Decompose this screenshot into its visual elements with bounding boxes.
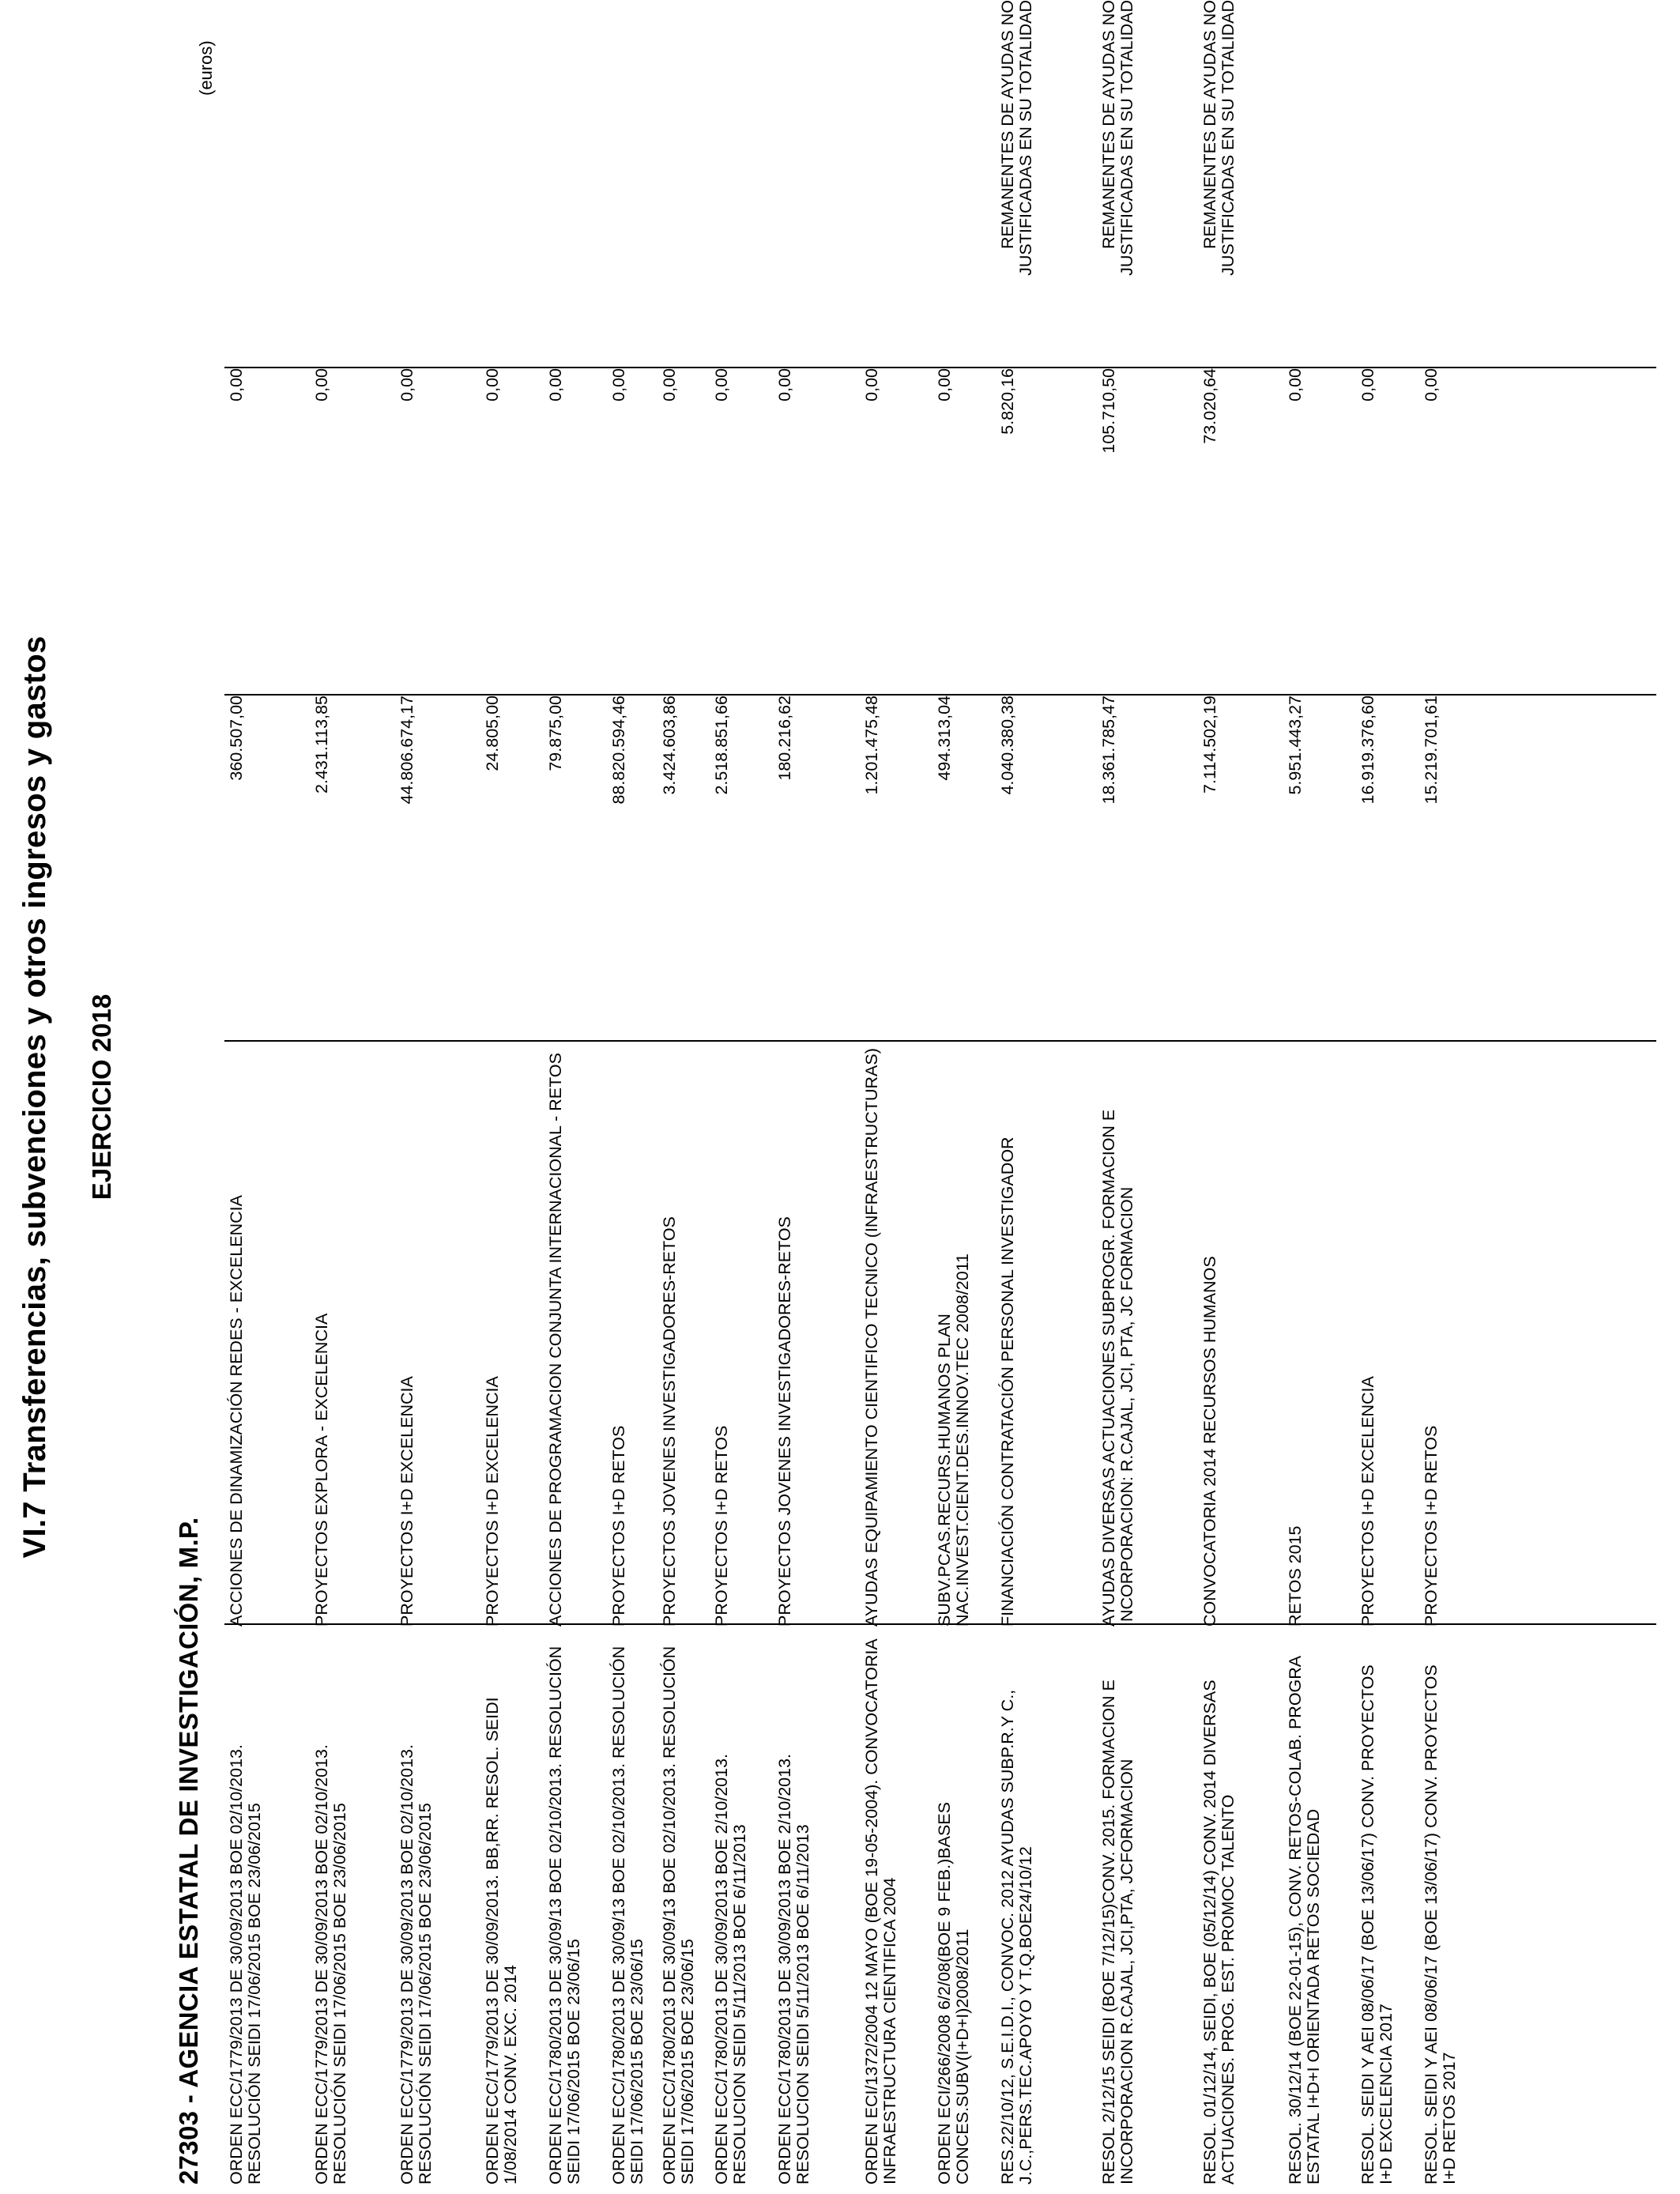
row-description: ACCIONES DE PROGRAMACION CONJUNTA INTERNACIONAL - RETOS <box>546 1053 565 1627</box>
row-amount-2: 0,00 <box>775 368 794 401</box>
row-norma: RESOL. 30/12/14 (BOE 22-01-15), CONV. RETOS-COLAB. PROGRA ESTATAL I+D+I ORIENTADA RETOS SOCIEDAD <box>1286 1657 1323 2185</box>
row-amount-2: 0,00 <box>1422 368 1441 401</box>
row-description: FINANCIACIÓN CONTRATACIÓN PERSONAL INVESTIGADOR <box>998 1137 1017 1627</box>
row-norma: ORDEN ECI/1372/2004 12 MAYO (BOE 19-05-2004). CONVOCATORIA INFRAESTRUCTURA CIENTIFICA 2004 <box>862 1639 899 2185</box>
row-amount-2: 73.020,64 <box>1200 368 1219 444</box>
row-amount-1: 15.219.701,61 <box>1422 696 1441 805</box>
column-divider <box>224 1040 1656 1042</box>
row-description: AYUDAS EQUIPAMIENTO CIENTIFICO TECNICO (INFRAESTRUCTURAS) <box>862 1048 881 1627</box>
row-norma: ORDEN ECC/1779/2013 DE 30/09/2013 BOE 02/10/2013. RESOLUCIÓN SEIDI 17/06/2015 BOE 23/06/2015 <box>227 1744 264 2185</box>
row-amount-1: 2.431.113,85 <box>312 696 331 794</box>
row-amount-2: 0,00 <box>397 368 416 401</box>
row-observations: REMANENTES DE AYUDAS NO JUSTIFICADAS EN SU TOTALIDAD <box>998 0 1035 276</box>
row-description: PROYECTOS I+D RETOS <box>1422 1425 1441 1627</box>
row-norma: ORDEN ECC/1779/2013 DE 30/09/2013 BOE 02/10/2013. RESOLUCIÓN SEIDI 17/06/2015 BOE 23/06/2015 <box>312 1744 349 2185</box>
row-description: CONVOCATORIA 2014 RECURSOS HUMANOS <box>1200 1256 1219 1627</box>
row-description: PROYECTOS I+D EXCELENCIA <box>1358 1376 1377 1627</box>
row-description: PROYECTOS JOVENES INVESTIGADORES-RETOS <box>660 1216 679 1627</box>
row-description: PROYECTOS EXPLORA - EXCELENCIA <box>312 1313 331 1627</box>
row-observations: REMANENTES DE AYUDAS NO JUSTIFICADAS EN SU TOTALIDAD <box>1099 0 1136 276</box>
row-amount-1: 4.040.380,38 <box>998 696 1017 795</box>
row-norma: ORDEN ECC/1780/2013 DE 30/09/2013 BOE 2/10/2013. RESOLUCION SEIDI 5/11/2013 BOE 6/11/2013 <box>712 1753 749 2185</box>
row-amount-2: 0,00 <box>712 368 731 401</box>
row-amount-1: 16.919.376,60 <box>1358 696 1377 805</box>
row-observations: REMANENTES DE AYUDAS NO JUSTIFICADAS EN SU TOTALIDAD <box>1200 0 1237 276</box>
row-norma: RES.22/10/12, S.E.I.D.I., CONVOC. 2012 AYUDAS SUBP.R.Y C., J.C.,PERS.TEC.APOYO Y T.Q.BOE24/10/12 <box>998 1689 1035 2185</box>
row-amount-1: 3.424.603,86 <box>660 696 679 795</box>
row-norma: RESOL. SEIDI Y AEI 08/06/17 (BOE 13/06/17) CONV. PROYECTOS I+D EXCELENCIA 2017 <box>1358 1664 1396 2185</box>
row-amount-1: 2.518.851,66 <box>712 696 731 795</box>
row-description: PROYECTOS JOVENES INVESTIGADORES-RETOS <box>775 1216 794 1627</box>
row-amount-2: 0,00 <box>935 368 954 401</box>
row-amount-1: 79.875,00 <box>546 696 565 771</box>
row-norma: ORDEN ECI/266/2008 6/2/08(BOE 9 FEB.)BASES CONCES.SUBV(I+D+I)2008/2011 <box>935 1802 972 2185</box>
row-amount-2: 0,00 <box>1358 368 1377 401</box>
row-amount-2: 0,00 <box>609 368 628 401</box>
row-description: AYUDAS DIVERSAS ACTUACIONES SUBPROGR. FORMACION E INCORPORACION: R.CAJAL, JCI, PTA, JC FORMACION <box>1099 1109 1136 1627</box>
row-norma: ORDEN ECC/1780/2013 DE 30/09/13 BOE 02/10/2013. RESOLUCIÓN SEIDI 17/06/2015 BOE 23/06/15 <box>546 1646 583 2185</box>
row-amount-2: 0,00 <box>660 368 679 401</box>
row-description: ACCIONES DE DINAMIZACIÓN REDES - EXCELENCIA <box>227 1195 246 1627</box>
row-amount-2: 0,00 <box>483 368 502 401</box>
row-amount-1: 24.805,00 <box>483 696 502 771</box>
row-description: PROYECTOS I+D RETOS <box>712 1425 731 1627</box>
row-norma: ORDEN ECC/1780/2013 DE 30/09/13 BOE 02/10/2013. RESOLUCIÓN SEIDI 17/06/2015 BOE 23/06/15 <box>660 1646 697 2185</box>
row-norma: ORDEN ECC/1779/2013 DE 30/09/2013 BOE 02/10/2013. RESOLUCIÓN SEIDI 17/06/2015 BOE 23/06/2015 <box>397 1744 435 2185</box>
row-amount-1: 44.806.674,17 <box>397 696 416 805</box>
row-norma: ORDEN ECC/1780/2013 DE 30/09/13 BOE 02/10/2013. RESOLUCIÓN SEIDI 17/06/2015 BOE 23/06/15 <box>609 1646 646 2185</box>
row-norma: RESOL. SEIDI Y AEI 08/06/17 (BOE 13/06/17) CONV. PROYECTOS I+D RETOS 2017 <box>1422 1664 1459 2185</box>
row-amount-1: 18.361.785,47 <box>1099 696 1118 805</box>
row-amount-2: 5.820,16 <box>998 368 1017 435</box>
row-amount-1: 7.114.502,19 <box>1200 696 1219 794</box>
row-amount-2: 0,00 <box>312 368 331 401</box>
page-title: VI.7 Transferencias, subvenciones y otros ingresos y gastos <box>17 635 52 1559</box>
row-amount-1: 494.313,04 <box>935 696 954 781</box>
row-amount-2: 0,00 <box>227 368 246 401</box>
row-description: PROYECTOS I+D EXCELENCIA <box>483 1376 502 1627</box>
row-description: SUBV.PCAS.RECURS.HUMANOS PLAN NAC.INVEST.CIENT.DES.INNOV.TEC 2008/2011 <box>935 1253 972 1627</box>
row-amount-1: 88.820.594,46 <box>609 696 628 805</box>
row-amount-2: 0,00 <box>1286 368 1305 401</box>
row-description: PROYECTOS I+D RETOS <box>609 1425 628 1627</box>
page-subtitle: EJERCICIO 2018 <box>87 993 116 1201</box>
row-amount-1: 1.201.475,48 <box>862 696 881 795</box>
row-amount-1: 360.507,00 <box>227 696 246 781</box>
row-description: RETOS 2015 <box>1286 1525 1305 1627</box>
row-amount-1: 5.951.443,27 <box>1286 696 1305 795</box>
row-norma: RESOL. 01/12/14, SEIDI, BOE (05/12/14) CONV. 2014 DIVERSAS ACTUACIONES. PROG. EST. PROMOC TALENTO <box>1200 1679 1237 2185</box>
row-norma: RESOL 2/12/15 SEIDI (BOE 7/12/15)CONV. 2015. FORMACION E INCORPORACION R.CAJAL, JCI,PTA, JCFORMACION <box>1099 1679 1136 2185</box>
row-amount-2: 105.710,50 <box>1099 368 1118 454</box>
row-norma: ORDEN ECC/1779/2013 DE 30/09/2013. BB,RR. RESOL. SEIDI 1/08/2014 CONV. EXC. 2014 <box>483 1697 520 2185</box>
row-amount-2: 0,00 <box>546 368 565 401</box>
row-amount-1: 180.216,62 <box>775 696 794 781</box>
units-label: (euros) <box>196 40 216 96</box>
section-heading: 27303 - AGENCIA ESTATAL DE INVESTIGACIÓN, M.P. <box>174 1517 203 2185</box>
row-amount-2: 0,00 <box>862 368 881 401</box>
row-norma: ORDEN ECC/1780/2013 DE 30/09/2013 BOE 2/10/2013. RESOLUCION SEIDI 5/11/2013 BOE 6/11/2013 <box>775 1753 812 2185</box>
row-description: PROYECTOS I+D EXCELENCIA <box>397 1376 416 1627</box>
